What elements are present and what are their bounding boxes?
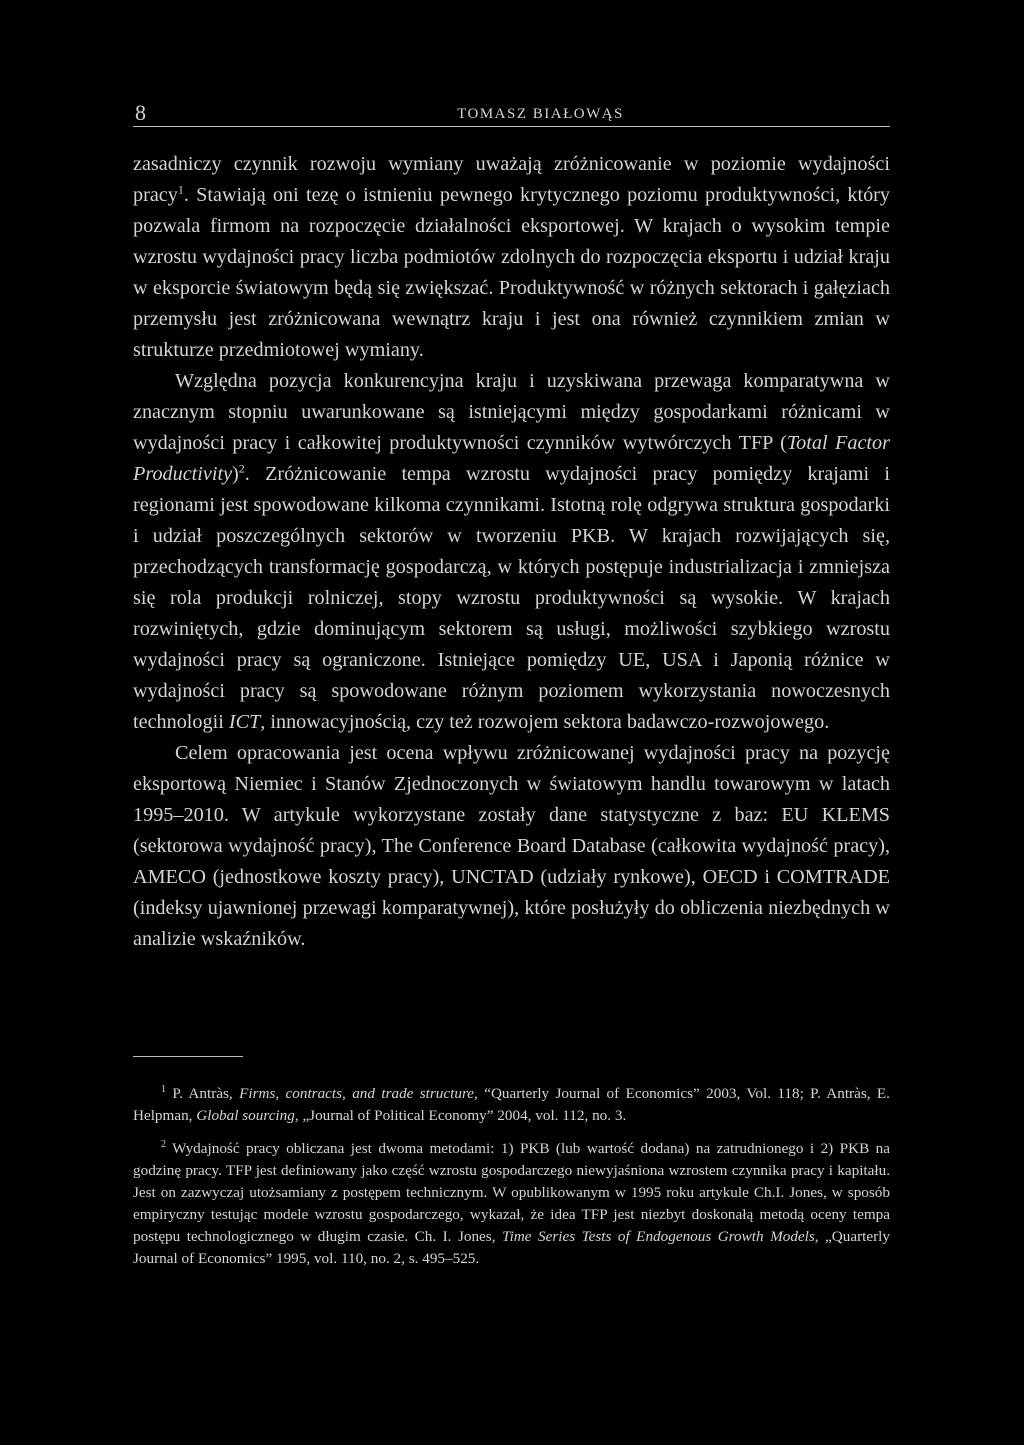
page-header bbox=[133, 98, 890, 127]
footnotes bbox=[133, 1083, 890, 1281]
footnote-2 bbox=[133, 1138, 890, 1270]
footnote-1-text-b: , “Quarterly Journal of Economics” 2003, Vol. 118; P. Antràs, E. Helpman, bbox=[133, 1085, 890, 1124]
page-number: 8 bbox=[135, 100, 146, 125]
paragraph-1 bbox=[133, 149, 890, 366]
paragraph-2-text-c: . Zróżnicowanie tempa wzrostu wydajności pracy pomiędzy krajami i regionami jest spowodowane kilkoma czynnikami. Istotną rolę odgrywa struktura gospodarki i udział poszczególnych sektorów w tworzeniu PKB. W krajach rozwijających się, przechodzących transformację gospodarczą, w których postępuje industrializacja i zmniejsza się rola produkcji rolniczej, stopy wzrostu produktywności są wysokie. W krajach rozwiniętych, gdzie dominującym sektorem są usługi, możliwości szybkiego wzrostu wydajności pracy są ograniczone. Istniejące pomiędzy UE, USA i Japonią różnice w wydajności pracy są spowodowane różnym poziomem wykorzystania nowoczesnych technologii bbox=[133, 463, 890, 733]
paragraph-2-text-b: ) bbox=[232, 463, 239, 485]
paragraph-2-text-a: Względna pozycja konkurencyjna kraju i uzyskiwana przewaga komparatywna w znacznym stopniu uwarunkowane są istniejącymi między gospodarkami różnicami w wydajności pracy i całkowitej produktywności czynników wytwórczych TFP ( bbox=[133, 370, 890, 454]
tfp-term-italic: Total Factor Productivity bbox=[133, 432, 890, 485]
footnote-2-number: 2 bbox=[161, 1138, 166, 1150]
footnote-2-text-b: , „Quarterly Journal of Economics” 1995, vol. 110, no. 2, s. 495–525. bbox=[133, 1228, 890, 1267]
footnote-ref-1: 1 bbox=[177, 182, 184, 197]
paragraph-1-text-a: zasadniczy czynnik rozwoju wymiany uważają zróżnicowanie w poziomie wydajności pracy bbox=[133, 153, 890, 206]
paragraph-3: Celem opracowania jest ocena wpływu zróżnicowanej wydajności pracy na pozycję eksportową Niemiec i Stanów Zjednoczonych w światowym handlu towarowym w latach 1995–2010. W artykule wykorzystane zostały dane statystyczne z baz: EU KLEMS (sektorowa wydajność pracy), The Conference Board Database (całkowita wydajność pracy), AMECO (jednostkowe koszty pracy), UNCTAD (udziały rynkowe), OECD i COMTRADE (indeksy ujawnionej przewagi komparatywnej), które posłużyły do obliczenia niezbędnych w analizie wskaźników. bbox=[133, 742, 890, 950]
ict-term-italic: ICT bbox=[228, 711, 261, 733]
footnote-2-title: Time Series Tests of Endogenous Growth Models bbox=[501, 1228, 815, 1245]
paragraph-2 bbox=[133, 366, 890, 738]
footnote-ref-2: 2 bbox=[238, 461, 245, 476]
footnote-1-title-1: Firms, contracts, and trade structure bbox=[239, 1085, 475, 1102]
main-text bbox=[133, 149, 890, 955]
footnote-1-text-a: P. Antràs, bbox=[166, 1085, 240, 1102]
footnote-1-number: 1 bbox=[161, 1083, 166, 1095]
paragraph-2-text-d: , innowacyjnością, czy też rozwojem sektora badawczo-rozwojowego. bbox=[260, 711, 830, 733]
footnote-2-text-a: Wydajność pracy obliczana jest dwoma metodami: 1) PKB (lub wartość dodana) na zatrudnionego i 2) PKB na godzinę pracy. TFP jest definiowany jako część wzrostu gospodarczego niewyjaśniona wzrostem czynnika pracy i kapitału. Jest on zazwyczaj utożsamiany z postępem technicznym. W opublikowanym w 1995 roku artykule Ch.I. Jones, w sposób empiryczny testując modele wzrostu gospodarczego, wykazał, że idea TFP jest niezbyt doskonałą metodą oceny tempa postępu technologicznego w długim czasie. Ch. I. Jones, bbox=[133, 1140, 890, 1245]
footnote-1-title-2: Global sourcing bbox=[196, 1107, 295, 1124]
footnote-1 bbox=[133, 1083, 890, 1127]
paragraph-1-text-b: . Stawiają oni tezę o istnieniu pewnego krytycznego poziomu produktywności, który pozwala firmom na rozpoczęcie działalności eksportowej. W krajach o wysokim tempie wzrostu wydajności pracy liczba podmiotów zdolnych do rozpoczęcia eksportu i udział kraju w eksporcie światowym będą się zwiększać. Produktywność w różnych sektorach i gałęziach przemysłu jest zróżnicowana wewnątrz kraju i jest ona również czynnikiem zmian w strukturze przedmiotowej wymiany. bbox=[133, 184, 890, 361]
footnote-separator bbox=[133, 1056, 243, 1057]
running-head-author: TOMASZ BIAŁOWĄS bbox=[457, 106, 624, 122]
footnote-1-text-c: , „Journal of Political Economy” 2004, vol. 112, no. 3. bbox=[294, 1107, 627, 1124]
